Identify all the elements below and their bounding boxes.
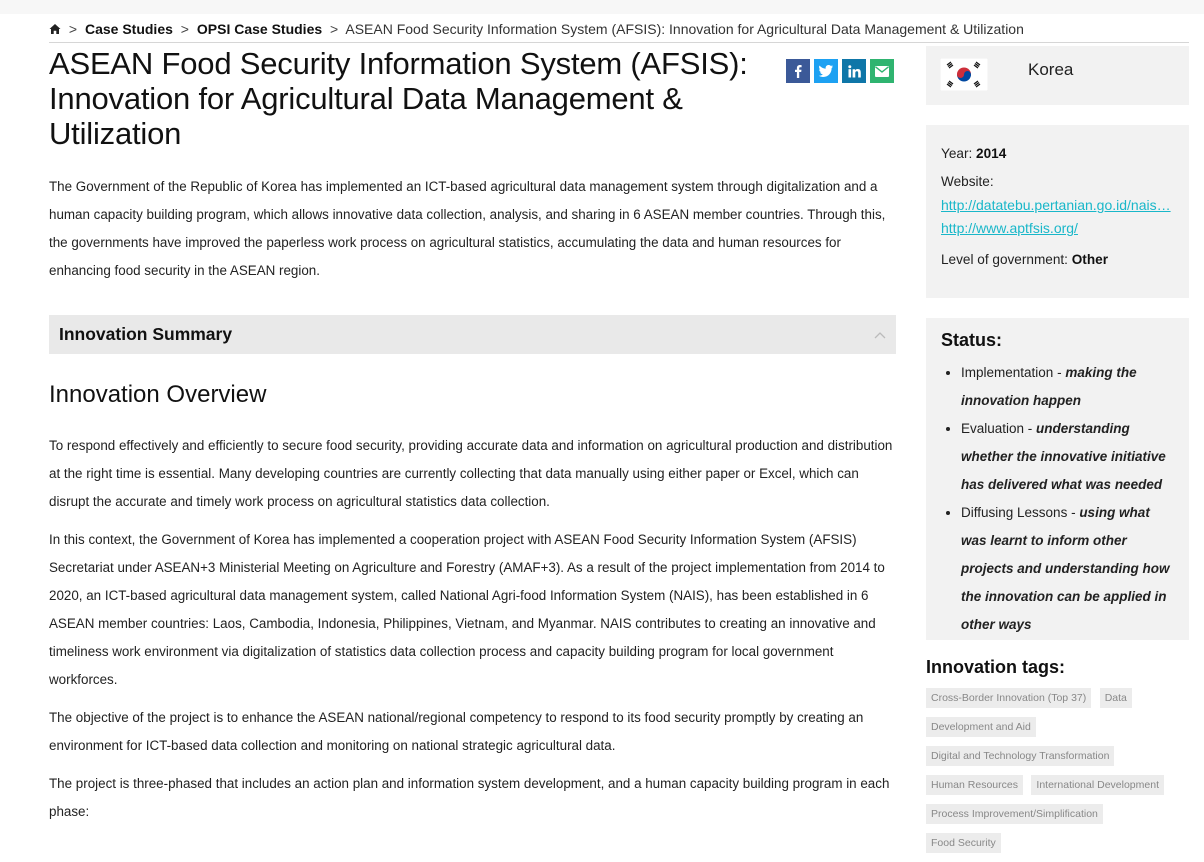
- tag-international-development[interactable]: International Development: [1031, 775, 1164, 795]
- tag-data[interactable]: Data: [1100, 688, 1132, 708]
- facebook-icon: [792, 64, 804, 78]
- status-item: • Evaluation - understanding whether the innovative initiative has delivered what was needed: [961, 415, 1174, 499]
- innovation-tags-heading: Innovation tags:: [926, 657, 1065, 677]
- status-name: Implementation: [961, 365, 1054, 380]
- twitter-share-button[interactable]: [814, 59, 838, 83]
- level-value: Other: [1071, 252, 1108, 267]
- tag-human-resources[interactable]: Human Resources: [926, 775, 1023, 795]
- status-item: • Implementation - making the innovation happen: [961, 359, 1174, 415]
- breadcrumb: [49, 21, 1189, 43]
- overview-paragraph: The project is three-phased that includes an action plan and information system development, and a human capacity building program in each phase:: [49, 776, 890, 819]
- country-name: Korea: [1028, 60, 1074, 79]
- facebook-share-button[interactable]: [786, 59, 810, 83]
- innovation-overview-heading: Innovation Overview: [49, 381, 267, 408]
- chevron-up-icon: [874, 331, 886, 339]
- breadcrumb-separator: >: [68, 21, 78, 37]
- intro-paragraph: The Government of the Republic of Korea has implemented an ICT-based agricultural data management system through digitalization and a human capacity building program, which allows innovative data collection, analysis, and sharing in 6 ASEAN member countries. Through this, the governments have improved the paperless work process on agricultural statistics, accumulating the data and human resources for enhancing food security in the ASEAN region.: [49, 179, 886, 278]
- overview-paragraph: The objective of the project is to enhance the ASEAN national/regional competency to respond to its food security promptly by creating an environment for ICT-based data collection and monitoring on national strategic agricultural data.: [49, 710, 864, 753]
- status-name: Diffusing Lessons: [961, 505, 1068, 520]
- website-link-aptfsis[interactable]: http://www.aptfsis.org/: [941, 220, 1078, 236]
- accordion-label: Innovation Summary: [59, 324, 233, 344]
- innovation-summary-accordion[interactable]: [49, 315, 896, 354]
- level-label: Level of government:: [941, 252, 1068, 267]
- level-row: [941, 250, 1174, 278]
- korea-flag-icon: [940, 58, 988, 91]
- status-description: making the innovation happen: [961, 365, 1137, 408]
- page-title: ASEAN Food Security Information System (AFSIS): Innovation for Agricultural Data Management & Utilization: [49, 46, 748, 151]
- tag-digital-transformation[interactable]: Digital and Technology Transformation: [926, 746, 1114, 766]
- status-description: using what was learnt to inform other projects and understanding how the innovation can be applied in other ways: [961, 505, 1170, 632]
- tag-cross-border-innovation[interactable]: Cross-Border Innovation (Top 37): [926, 688, 1091, 708]
- email-share-button[interactable]: [870, 59, 894, 83]
- email-icon: [875, 66, 889, 77]
- top-band: [0, 0, 1204, 14]
- year-value: 2014: [976, 146, 1007, 161]
- website-links: [941, 194, 1174, 240]
- overview-paragraph: In this context, the Government of Korea has implemented a cooperation project with ASEAN Food Security Information System (AFSIS) Secretariat under ASEAN+3 Ministerial Meeting on Agriculture and Forestry (AMAF+3). As a result of the project implementation from 2014 to 2020, an ICT-based agricultural data management system, called National Agri-food Information System (NAIS), has been established in 6 ASEAN member countries: Laos, Cambodia, Indonesia, Philippines, Vietnam, and Myanmar. NAIS contributes to creating an innovative and timeliness work environment via digitalization of statistics data collection process and capacity building program for local government workforces.: [49, 532, 885, 687]
- status-item: • Diffusing Lessons - using what was learnt to inform other projects and understanding how the innovation can be applied in other ways: [961, 499, 1174, 639]
- overview-body: [49, 432, 899, 836]
- website-label: Website:: [941, 174, 994, 189]
- status-panel: [926, 318, 1189, 640]
- country-panel: [926, 46, 1189, 105]
- year-row: [941, 144, 1174, 172]
- breadcrumb-opsi-case-studies[interactable]: OPSI Case Studies: [196, 21, 323, 37]
- linkedin-icon: [848, 65, 861, 78]
- overview-paragraph: To respond effectively and efficiently to secure food security, providing accurate data and information on agricultural production and distribution at the right time is essential. Many developing countries are currently collecting that data manually using either paper or Excel, which can disrupt the accurate and timely work process on agricultural statistics data collection.: [49, 438, 893, 509]
- tag-development-and-aid[interactable]: Development and Aid: [926, 717, 1036, 737]
- linkedin-share-button[interactable]: [842, 59, 866, 83]
- twitter-icon: [819, 65, 833, 77]
- breadcrumb-separator: >: [180, 21, 189, 37]
- breadcrumb-current: ASEAN Food Security Information System (AFSIS): Innovation for Agricultural Data Management & Utilization: [345, 21, 1024, 37]
- status-description: understanding whether the innovative initiative has delivered what was needed: [961, 421, 1166, 492]
- tag-food-security[interactable]: Food Security: [926, 833, 1001, 853]
- year-label: Year:: [941, 146, 973, 161]
- breadcrumb-case-studies[interactable]: Case Studies: [84, 21, 173, 37]
- status-heading: Status:: [941, 330, 1003, 350]
- status-name: Evaluation: [961, 421, 1025, 436]
- share-buttons: [786, 59, 894, 83]
- tag-process-improvement[interactable]: Process Improvement/Simplification: [926, 804, 1103, 824]
- breadcrumb-separator: >: [330, 21, 339, 37]
- meta-panel: [926, 125, 1189, 298]
- home-icon[interactable]: [49, 23, 61, 35]
- status-list: [941, 359, 1174, 639]
- website-link-nais[interactable]: http://datatebu.pertanian.go.id/nais…: [941, 197, 1171, 213]
